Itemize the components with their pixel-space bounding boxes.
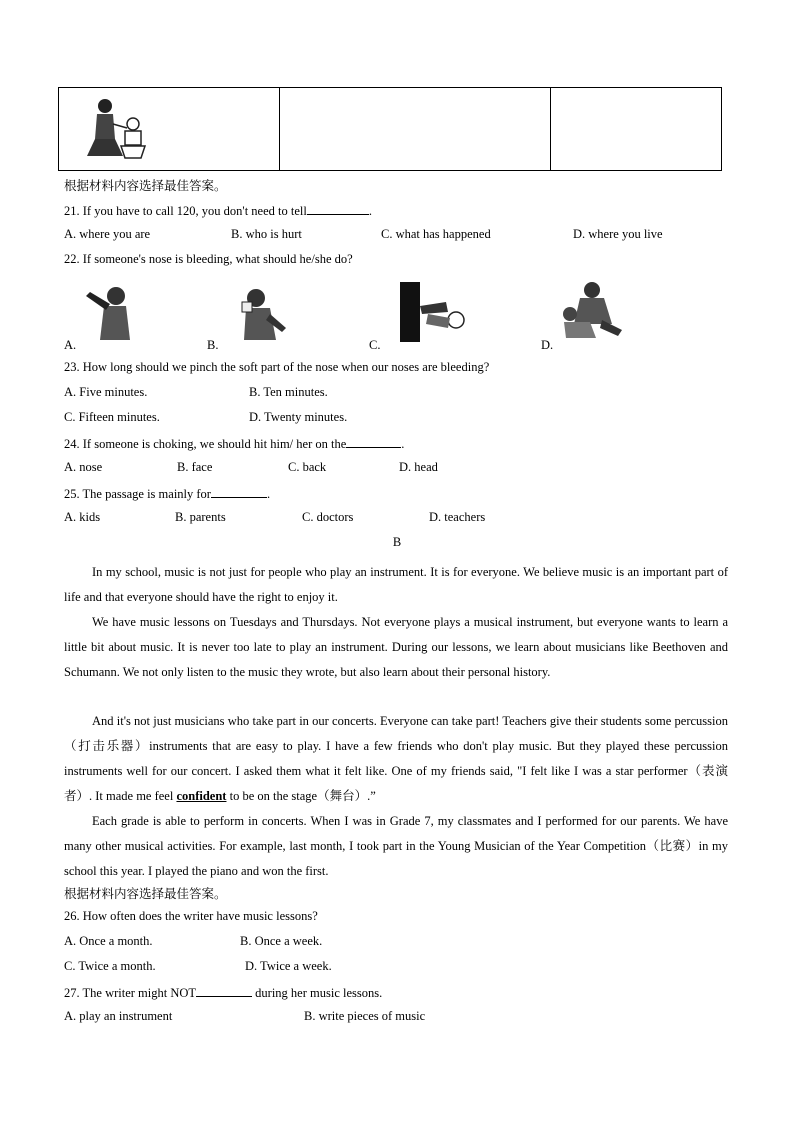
q22-option-b: B. <box>207 338 219 352</box>
q25-option-d: D. teachers <box>429 510 486 524</box>
paragraph-3-text-b: to be on the stage（舞台）.” <box>226 789 376 803</box>
table-cell-illustration <box>59 88 280 171</box>
table-cell-empty-1 <box>280 88 551 171</box>
q27-option-b: B. write pieces of music <box>304 1009 426 1023</box>
q23-option-c: C. Fifteen minutes. <box>64 410 160 424</box>
two-people-first-aid-illustration <box>556 280 628 342</box>
q21-end: . <box>368 204 372 218</box>
paragraph-2 <box>64 610 728 685</box>
q24-line <box>64 435 404 452</box>
paragraph-3 <box>64 709 728 809</box>
q26-stem: 26. How often does the writer have music lessons? <box>64 909 318 923</box>
q21-option-b: B. who is hurt <box>231 227 302 241</box>
q24-end: . <box>401 437 405 451</box>
instruction-1: 根据材料内容选择最佳答案。 <box>64 179 227 193</box>
q22-option-c: C. <box>369 338 381 352</box>
q22-stem: 22. If someone's nose is bleeding, what should he/she do? <box>64 252 353 266</box>
paragraph-4 <box>64 809 728 884</box>
head-tilted-back-illustration <box>76 282 138 342</box>
q27-stem: 27. The writer might NOT <box>64 986 197 1000</box>
q24-option-d: D. head <box>399 460 438 474</box>
q22-option-d: D. <box>541 338 554 352</box>
q24-option-a: A. nose <box>64 460 103 474</box>
q24-option-b: B. face <box>177 460 213 474</box>
q25-line <box>64 485 270 502</box>
q21-stem: 21. If you have to call 120, you don't need to tell <box>64 204 307 218</box>
q25-option-c: C. doctors <box>302 510 354 524</box>
q27-blank <box>196 984 252 997</box>
paragraph-1-text: In my school, music is not just for people who play an instrument. It is for everyone. We believe music is an important part of life and that everyone should have the right to enjoy it. <box>64 565 728 604</box>
mother-feeding-baby-illustration <box>75 94 155 164</box>
q27-line <box>64 984 382 1001</box>
q23-option-d: D. Twenty minutes. <box>249 410 348 424</box>
q27-option-a: A. play an instrument <box>64 1009 173 1023</box>
paragraph-4-text: Each grade is able to perform in concerts. When I was in Grade 7, my classmates and I performed for our parents. We have many other musical activities. For example, last month, I took part in the Young Musician of the Year Competition（比赛）in my school this year. I played the piano and won the first. <box>64 814 728 878</box>
q24-blank <box>346 435 401 448</box>
q21-option-c: C. what has happened <box>381 227 491 241</box>
q26-option-d: D. Twice a week. <box>245 959 332 973</box>
paragraph-1 <box>64 560 728 610</box>
confident-word: confident <box>176 789 227 803</box>
q21-option-d: D. where you live <box>573 227 663 241</box>
q22-option-a: A. <box>64 338 77 352</box>
q23-option-b: B. Ten minutes. <box>249 385 328 399</box>
q25-blank <box>211 485 267 498</box>
lying-down-illustration <box>398 282 470 342</box>
q25-option-b: B. parents <box>175 510 226 524</box>
pinching-nose-illustration <box>236 284 294 342</box>
instruction-2: 根据材料内容选择最佳答案。 <box>64 887 227 901</box>
q24-option-c: C. back <box>288 460 327 474</box>
q25-end: . <box>266 487 271 501</box>
q26-option-c: C. Twice a month. <box>64 959 156 973</box>
q25-option-a: A. kids <box>64 510 101 524</box>
q23-option-a: A. Five minutes. <box>64 385 148 399</box>
q26-option-b: B. Once a week. <box>240 934 323 948</box>
q24-stem: 24. If someone is choking, we should hit him/ her on the <box>64 437 347 451</box>
table-cell-empty-2 <box>551 88 722 171</box>
q25-stem: 25. The passage is mainly for <box>64 487 211 501</box>
q21-option-a: A. where you are <box>64 227 151 241</box>
q23-stem: 23. How long should we pinch the soft part of the nose when our noses are bleeding? <box>64 360 490 374</box>
paragraph-3-text-a: And it's not just musicians who take part in our concerts. Everyone can take part! Teachers give their students some percussion（打击乐器）instruments that are easy to play. I have a few friends who don't play music. But they played these percussion instruments well for our concert. I asked them what it felt like. One of my friends said, "I felt like I was a star performer（表演者）. It made me feel <box>64 714 728 803</box>
paragraph-2-text: We have music lessons on Tuesdays and Thursdays. Not everyone plays a musical instrument, but everyone wants to learn a little bit about music. It is never too late to play an instrument. During our lessons, we learn about musicians like Beethoven and Schumann. We not only listen to the music they wrote, but also learn about their personal history. <box>64 615 728 679</box>
section-heading: B <box>392 535 402 549</box>
q21-line <box>64 202 372 219</box>
picture-table <box>58 87 722 171</box>
q27-end: during her music lessons. <box>252 986 383 1000</box>
q21-blank <box>307 202 369 215</box>
q26-option-a: A. Once a month. <box>64 934 153 948</box>
